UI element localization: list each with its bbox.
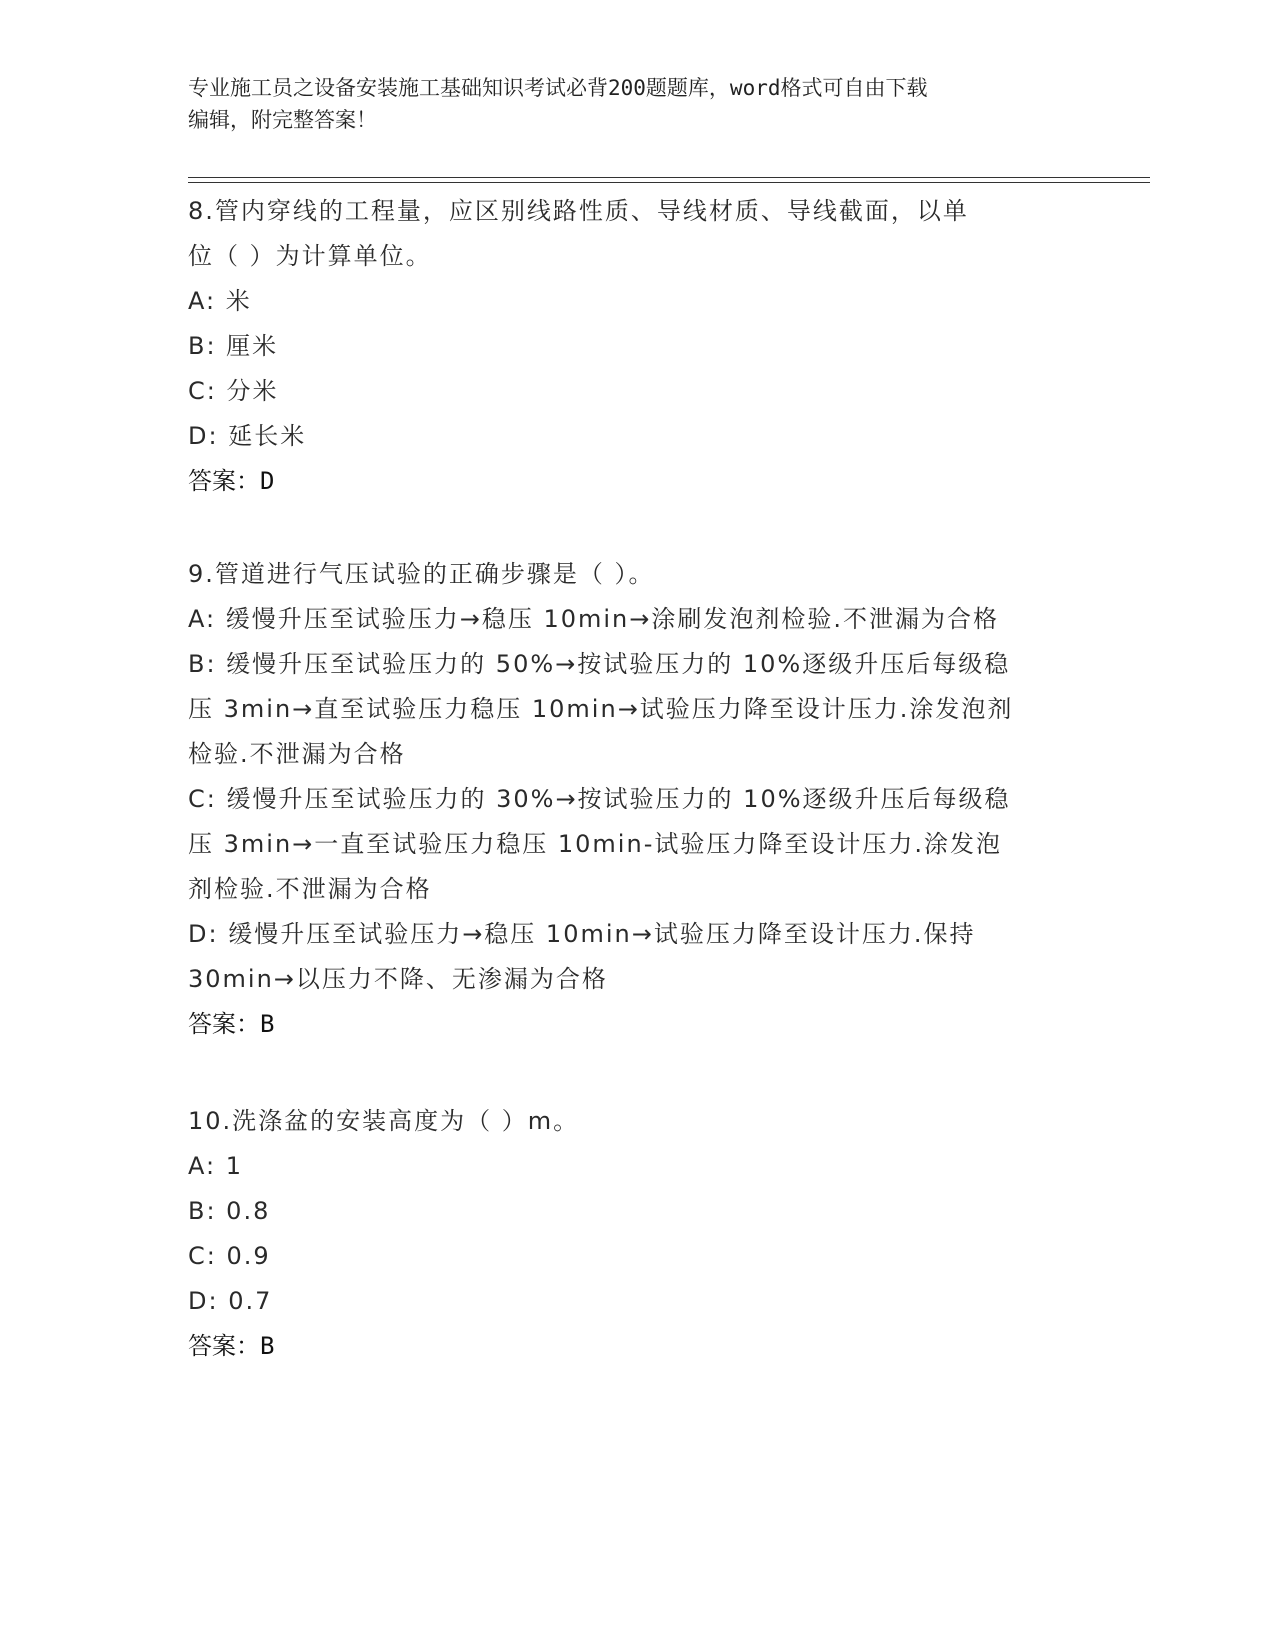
question-stem-line: 10.洗涤盆的安装高度为（ ）m。 xyxy=(188,1107,580,1135)
option-d: D: 0.7 xyxy=(188,1287,273,1315)
question-stem-line: 8.管内穿线的工程量，应区别线路性质、导线材质、导线截面，以单 xyxy=(188,197,969,225)
option-a: A: 米 xyxy=(188,287,252,315)
option-a: A: 缓慢升压至试验压力→稳压 10min→涂刷发泡剂检验.不泄漏为合格 xyxy=(188,605,999,633)
question-10 xyxy=(188,1099,1088,1369)
option-c-continued: 剂检验.不泄漏为合格 xyxy=(188,875,432,903)
header-divider-bottom xyxy=(188,182,1150,183)
option-d-continued: 30min→以压力不降、无渗漏为合格 xyxy=(188,965,608,993)
answer: 答案：B xyxy=(188,1010,275,1038)
question-9 xyxy=(188,552,1088,1047)
option-b-continued: 压 3min→直至试验压力稳压 10min→试验压力降至设计压力.涂发泡剂 xyxy=(188,695,1014,723)
answer: 答案：B xyxy=(188,1332,275,1360)
header-divider-top xyxy=(188,177,1150,178)
question-stem-line: 位（ ）为计算单位。 xyxy=(188,242,432,270)
option-c-continued: 压 3min→一直至试验压力稳压 10min-试验压力降至设计压力.涂发泡 xyxy=(188,830,1002,858)
option-c: C: 0.9 xyxy=(188,1242,271,1270)
question-8 xyxy=(188,189,1088,504)
option-b: B: 0.8 xyxy=(188,1197,271,1225)
question-stem-line: 9.管道进行气压试验的正确步骤是（ ）。 xyxy=(188,560,655,588)
option-c: C: 分米 xyxy=(188,377,279,405)
option-c: C: 缓慢升压至试验压力的 30%→按试验压力的 10%逐级升压后每级稳 xyxy=(188,785,1011,813)
option-a: A: 1 xyxy=(188,1152,243,1180)
option-b: B: 厘米 xyxy=(188,332,279,360)
answer: 答案：D xyxy=(188,467,275,495)
option-b-continued: 检验.不泄漏为合格 xyxy=(188,740,406,768)
header-title-line-1: 专业施工员之设备安装施工基础知识考试必背200题题库，word格式可自由下载 xyxy=(188,76,928,100)
document-header xyxy=(188,72,1068,136)
option-d: D: 延长米 xyxy=(188,422,307,450)
header-title-line-2: 编辑，附完整答案！ xyxy=(188,108,377,132)
option-b: B: 缓慢升压至试验压力的 50%→按试验压力的 10%逐级升压后每级稳 xyxy=(188,650,1011,678)
option-d: D: 缓慢升压至试验压力→稳压 10min→试验压力降至设计压力.保持 xyxy=(188,920,976,948)
